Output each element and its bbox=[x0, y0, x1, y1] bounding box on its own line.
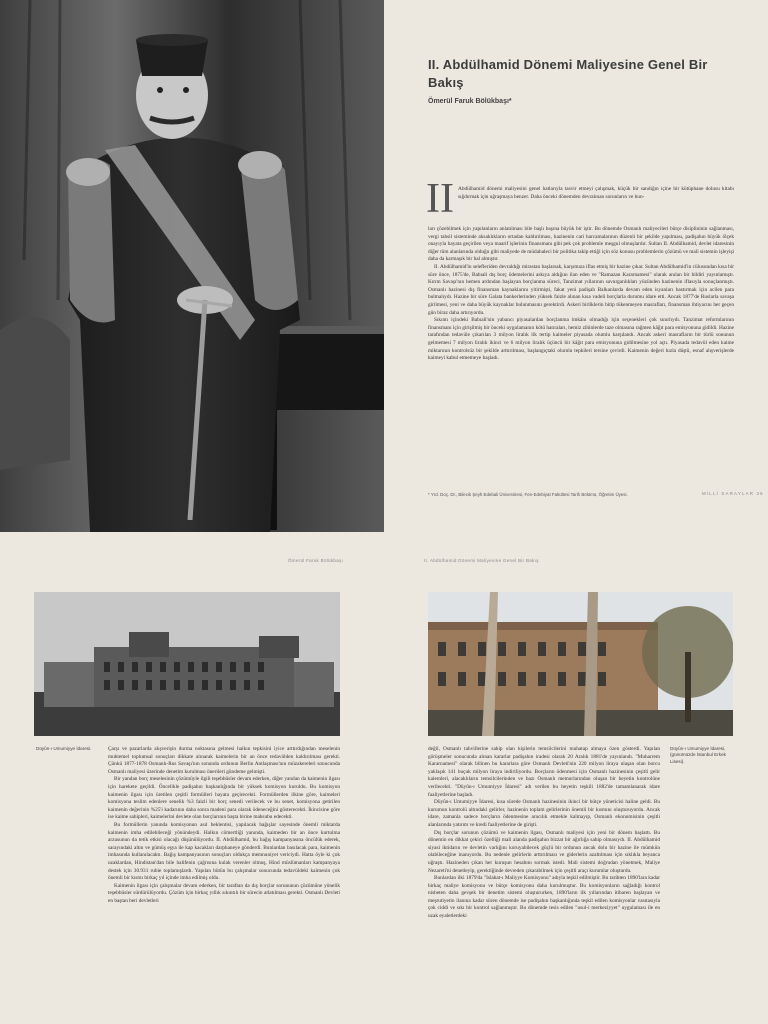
photo-caption-right: Düyûn-ı Umumiyye İdaresi, (günümüzde İstanbul Erkek Lisesi). bbox=[670, 746, 726, 764]
body-paragraph: ları çözebilmek için yapılanların anlatılması bile başlı başına büyük bir iştir. Bu dönemde Osmanlı maliyecileri bütçe disiplininin sağlanması, vergi tahsil sisteminde aksaklıkların ortadan kaldırılması, hazinenin cari harcamalarının düzenli bir şekilde yapılması, padişahın büyük ölçek onayıyla hayata geçirilen veya maarif işlerinin finansmanı gibi pek çok problemle meşgul olmuşlardır. Sultan II. Abdülhamid, devlet idaresinin diğer tüm alanlarında olduğu gibi maliyede de müdahaleci bir politika takip ettiği için söz konusu problemlerin çözümü ve mali sistemin işleyişi daha da karmaşık bir hal almıştır. bbox=[428, 226, 734, 263]
sultan-portrait-photo bbox=[0, 0, 384, 532]
running-head-right: II. Abdülhamid Dönemi Maliyesine Genel Bir Bakış bbox=[424, 558, 539, 563]
building-illustration bbox=[34, 592, 340, 736]
modern-building-photo bbox=[428, 592, 733, 736]
drop-cap: II bbox=[426, 176, 454, 222]
body-paragraph: Bu formüllerin yanında komisyonun asıl beklentisi, yapılacak bağışlar sayesinde önemli miktarda kaimenin imha edilebileceği yönündeydi. Halkın cömertliği yanında, kaimeden bir an önce kurtulma arzusunun da tetik etkisi olacağı düşünülüyordu. II. Abdülhamid, bu bağış kampanyasına öncülük ederek, sarayındaki altın ve gümüş eşya ile kap kacakları darphaneye gönderdi. Bunlardan basılacak para, kaimenin imhasında kullanılacaktı. Bağış kampanyasının sonuçları oldukça memnuniyet vericiydi. Hatta öyle ki çok uzaklardan, Hindistan'dan bile halifenin çağrısına kulak verenler olmuş, Hind müslümanları kampanyaya destek için 30.931 rubie toplamışlardı. Yapılan bütün bu çalışmalar sonucunda tedavüldeki kaimenin çok önemli bir kısmı birkaç yıl içinde imha edilmiş oldu. bbox=[108, 821, 340, 882]
building-illustration bbox=[428, 592, 733, 736]
article-title: II. Abdülhamid Dönemi Maliyesine Genel Bir Bakış bbox=[428, 57, 708, 90]
body-paragraph: Sıkıntı içindeki Babıali'nin yabancı piyasalardan borçlanma imkânı olmadığı için seçenekleri çok sınırlıydı. Tanzimat reformlarının finansmanı için girişilmiş bir önceki uygulamanın kötü hatıraları, hemiz zihinlerde taze olmasına rağmen kâğıt para emisyonuna gidildi. Hazine tarafından tedavüle çıkarılan 3 milyon liralık ilk tertip kaimeler piyasada olumlu karşılandı. Ancak askeri masrafların bir türlü sonunun gelmemesi 7 milyon liralık ikinci ve 6 milyon liralık üçüncü bir kâğıt para emisyonuna gidilmesine yol açtı. Piyasada tedavül eden kaime miktarının kontrolsüz bir şekilde arttırılması, başlangıçtaki olumlu tepkileri tersine çevirdi. Kaimenin değeri hızla düştü, esnaf alışverişlerde kaimeyi kabul etmemeye başladı. bbox=[428, 317, 734, 362]
article-body-right bbox=[428, 746, 660, 921]
running-head-left: Ömerül Faruk Bölükbaşı bbox=[288, 558, 344, 563]
body-paragraph: Dış borçlar sorunun çözümü ve kaimenin ilgası, Osmanlı maliyesi için yeni bir dönem başlattı. Bu dönemin en dikkat çekici özelliği mali alanda padişahın bizzat bir ağırlığa sahip olmasıydı. II. Abdülhamid siyasi iktidarın ve devletin varlığını koruyabilecek güçlü bir ordunun ancak dolu bir hazine ile mümkün olabileceğine inanıyordu. Bu nedenle gelirlerin arttırılması ve giderlerin azaltılması için sıklıkla beyanca uğraştı. Hazineden çıkan her kuruşun hesabını sormak istedi. Mali sistemi doğrudan yönetmek, Maliye Nezareti'ni denetleyip, gerektiğinde devreden çıkarabilmek için çeşitli araçı kurumlar oluşturdu. bbox=[428, 829, 660, 874]
article-body bbox=[428, 226, 734, 363]
article-opening-page bbox=[412, 0, 764, 532]
footnote: * Yrd. Doç. Dr., Bilecik Şeyh Edebali Üniversitesi, Fen-Edebiyat Fakültesi Tarih Bölümü, Öğretim Üyesi. bbox=[428, 492, 628, 497]
body-paragraph: Kaimenin ilgası için çalışmalar devam ederken, bir taraftan da dış borçlar sorununun çözümüne yönelik teşebbüsler sürdürülüyordu. Çözüm için birkaç yıllık sıkıntılı bir sürecin atlatılması gerekti. Osmanlı Devleti en baştan beri devletleri bbox=[108, 882, 340, 904]
body-paragraph: değil, Osmanlı tahvillerine sahip olan kişilerin temsilcilerini muhatap almaya özen gösterdi. Yapılan görüşmeler sonucunda alınan kararlar padişahın iradesi olarak 20 Aralık 1881'de yayınlandı. "Muharrem Kararnamesi" olarak bilinen bu kararlara göre Osmanlı Devleti'nin 220 milyon liraya ulaşan olan borcu yaklaşık 141 buçuk milyon liraya indiriliyordu. Borçların ödenmesi için Osmanlı hazinesinin çeşitli gelir kalemleri, alacaklıların temsilcilerinden ve bazı Osmanlı memurlarından oluşan bir heyetin kontrolüne verilecekti. "Düyûn-ı Umumiyye İdaresi" adı verilen bu heyetin teşkili 1882'de tamamlanarak idare faaliyetlerine başladı. bbox=[428, 746, 660, 798]
author-name: Ömerül Faruk Bölükbaşı* bbox=[428, 98, 512, 105]
intro-lead-paragraph: Abdülhamid dönemi maliyesini genel hatlarıyla tasvir etmeyi çalışmak, küçük bir sandığın içine bir kütüphane dolusu kitabı sığdırmak için uğraşmaya benzer. Daha önceki dönemden devralınan sorunların ve bun- bbox=[458, 186, 734, 200]
historic-building-photo bbox=[34, 592, 340, 736]
body-paragraph: Bir yandan borç meselesinin çözümüyle ilgili teşebbüsler devam ederken, diğer yandan da kaimenin ilgası için harekete geçildi. Öncelikle padişahın başkanlığında bir yüksek komisyon kuruldu. Bu komisyon kaimenin ilgası için üretilen çeşitli formülleri hayata geçirecekti. Formüllerden ilkine göre, kaimeleri komisyona teslim edenlere senelik %3 faizli bir borç senedi verilecek ve bu senet, komisyona getirilen kaimenin değerinin %25'i kadarının daha sonra madeni para olarak ödeneceğini gösterecekti. İkincisine göre ise kaime sahipleri, kaimelerini devlete olan borçlarının başta birine mahsubu edecekti. bbox=[108, 776, 340, 821]
body-paragraph: Bunlardan ilki 1879'da "Islahat-ı Maliyye Komisyonu" adıyla teşkil edilmiştir. Bu tarihten 1890'lara kadar birkaç maliye komisyonu ve bütçe komisyonu daha kurulmuştur. Bu komisyonların sağladığı kontrol nisbeten daha gevşek bir denetim sistemi oluştururken, 1890'ların ilk yıllarından itibaren başlayan ve meşrutiyetin ilanına kadar süren dönemde ise padişahın başkanlığında teşkil edilen komisyonlar vasıtasıyla çok ciddi ve sıkı bir kontrol sağlanmıştır. Bu dönemde tesis edilen "usul-i merkeziyyet" uygulaması ile en uzak eyaletlerdeki bbox=[428, 875, 660, 920]
body-paragraph: Düyûn-ı Umumiyye İdaresi, kısa sürede Osmanlı hazinesinin ikinci bir bütçe yöneticisi haline geldi. Bu kurumun kontrolü altındaki gelirler, hazinenin toplam gelirlerinin önemli bir kısmını oluşturuyordu. Ancak idare, zamanla sadece borçların ödenmesine aracılık etmekle kalmayıp, Osmanlı ekonomisinin çeşitli alanlarında yatırım ve kredi faaliyetlerine de girişti. bbox=[428, 799, 660, 828]
body-paragraph: II. Abdülhamid'in selefleriden devraldığı mirastan başlarsak, karşımıza iflas etmiş bir hazine çıkar. Sultan Abdülhamid'in cülusundan kısa bir süre önce, 1875'de, Babıali dış borç ödemelerini askıya aldığını ilan eden ve "Ramazan Kararnamesi" olarak anılan bir bildiri yayınlamıştı. Kırım Savaşı'nın hemen ardından başlayan borçlanma süreci, Tanzimat yıllarının savurganlıkları yüzünden hazinenin iflasıyla sonuçlanmıştı. Osmanlı hazinesi dış finansman kaynaklarını yitirmişti, fakat yeni padişah Balkanlarda devam eden isyanları bastırmak için acilen para bulmalıydı. Hazine bir süre Galata bankerlerinden yüksek faizle alınan kısa vadeli borçlarla durumu idare etti. Ancak 1877'de Ruslarla savaşa girilmesi, yeni ve daha büyük kaynaklar bulunmasını gerektirdi. Askeri birliklerin bitip tükenmeyen masrafları, finansman ihtiyacını her geçen gün biraz daha artırıyordu. bbox=[428, 263, 734, 316]
article-body-left bbox=[108, 746, 340, 905]
intro-lead-text bbox=[458, 186, 734, 201]
portrait-illustration bbox=[0, 0, 384, 532]
body-paragraph: Çarşı ve pazarlarda alışverişin durma noktasına gelmesi halkın tepkisini iyice arttırdığından meselenin muhtemel toplumsal sonuçları dikkate alınarak kaimelerin bir an önce tedavülden kaldırılması gerekti. Çünkü 1877-1878 Osmanlı-Rus Savaşı'nın sonunda ordunun Berlin Antlaşması'nın müzakereleri sonucunda Osmanlı maliyesi üzerinde denetim kurulması önerileri gündeme gelmişti. bbox=[108, 746, 340, 775]
photo-caption-left: Düyûn-ı Umumiyye İdaresi. bbox=[36, 746, 92, 751]
bottom-spread bbox=[0, 548, 768, 1024]
page-number: MİLLİ SARAYLAR 36 bbox=[702, 491, 764, 496]
